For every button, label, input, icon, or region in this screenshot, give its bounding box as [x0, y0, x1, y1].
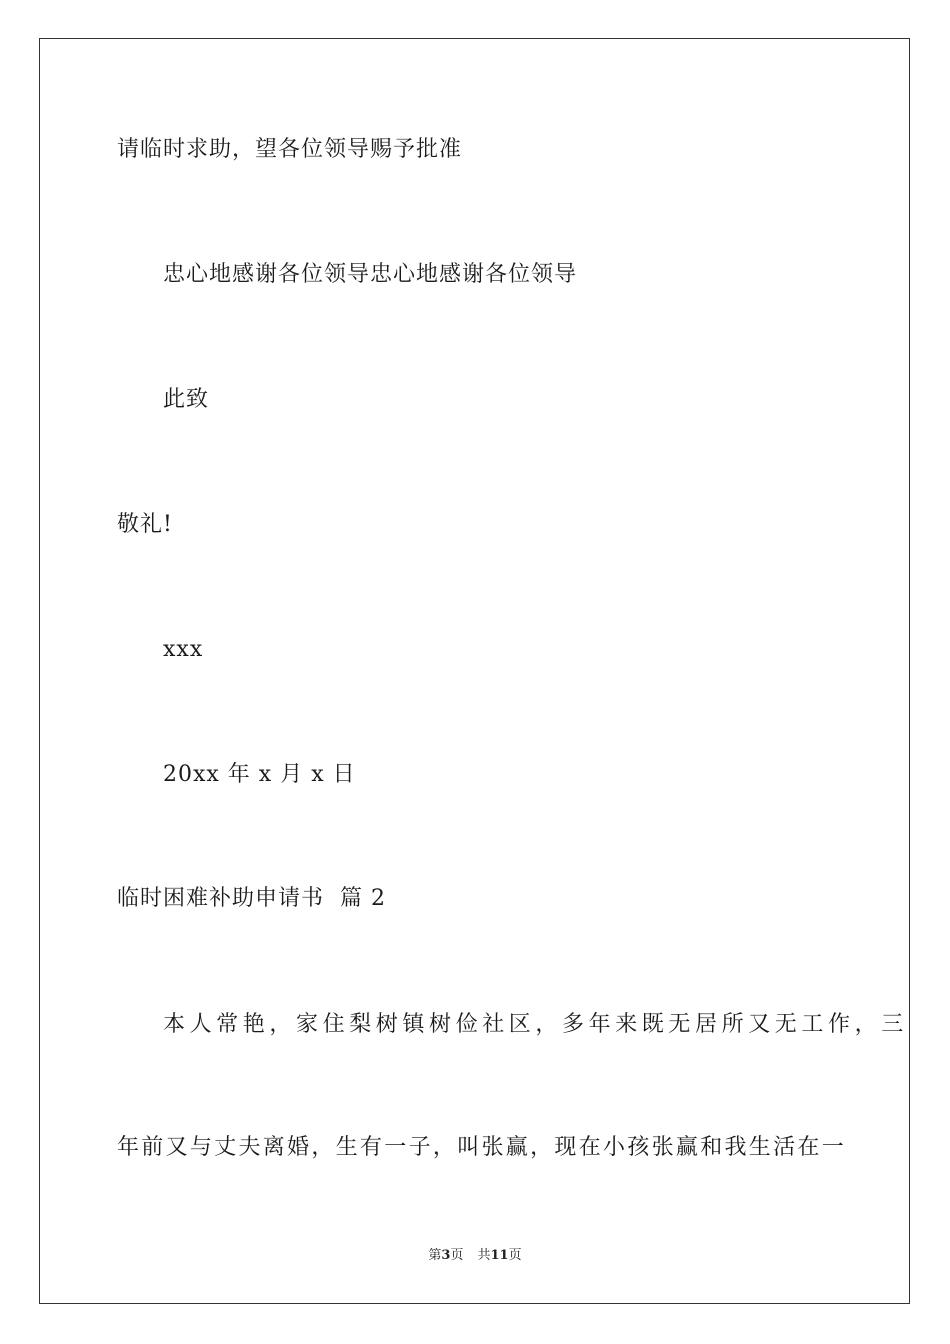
footer-total-pages: 11 [490, 1248, 509, 1263]
footer-page-number: 3 [441, 1248, 451, 1263]
footer-page-suffix: 页 [450, 1248, 464, 1263]
footer-total-suffix: 页 [508, 1248, 522, 1263]
text-line-salutation: 此致 [163, 387, 210, 412]
text-line-request: 请临时求助，望各位领导赐予批准 [117, 137, 463, 162]
text-line-signature: xxx [163, 637, 204, 662]
page-footer [0, 1248, 950, 1264]
paragraph-line-1: 本人常艳，家住梨树镇树俭社区，多年来既无居所又无工作，三 [163, 1012, 908, 1037]
text-line-thanks: 忠心地感谢各位领导忠心地感谢各位领导 [163, 262, 578, 287]
section-heading: 临时困难补助申请书 篇 2 [117, 886, 386, 911]
text-line-regards: 敬礼! [117, 512, 173, 537]
footer-total-prefix: 共 [477, 1248, 491, 1263]
text-line-date: 20xx 年 x 月 x 日 [163, 762, 356, 787]
page-border [39, 38, 910, 1304]
footer-page-prefix: 第 [428, 1248, 442, 1263]
paragraph-line-2: 年前又与丈夫离婚，生有一子，叫张赢，现在小孩张赢和我生活在一 [117, 1135, 847, 1160]
